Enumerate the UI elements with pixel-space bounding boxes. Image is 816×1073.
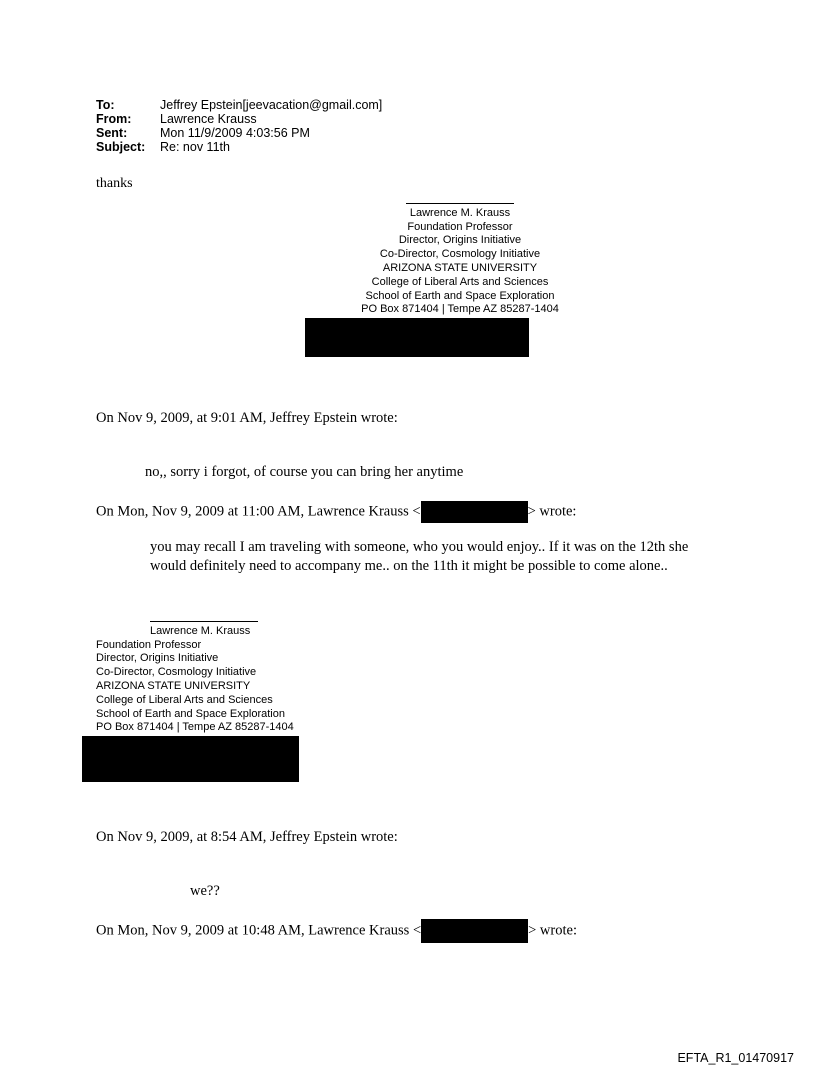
to-value: Jeffrey Epstein[jeevacation@gmail.com] (160, 98, 383, 112)
to-label: To: (96, 98, 115, 112)
signature-title-2: Director, Origins Initiative (398, 234, 522, 247)
signature-address: PO Box 871404 | Tempe AZ 85287-1404 (361, 303, 559, 316)
signature-university: ARIZONA STATE UNIVERSITY (382, 261, 538, 274)
quote-text-2: you may recall I am traveling with someone, who you would enjoy.. If it was on the 12th she would definitely need to accompany me.. on the 11th it might be possible to come alone.. (150, 539, 689, 574)
to-row (96, 98, 382, 112)
quote-header-4-pre: On Mon, Nov 9, 2009 at 10:48 AM, Lawrence Krauss < (96, 922, 422, 939)
from-value: Lawrence Krauss (160, 112, 257, 126)
from-label: From: (96, 112, 132, 126)
document-id: EFTA_R1_01470917 (677, 1051, 794, 1065)
signature-title-1: Foundation Professor (407, 220, 513, 233)
signature-name: Lawrence M. Krauss (409, 206, 511, 219)
signature-school: School of Earth and Space Exploration (96, 707, 285, 720)
subject-value: Re: nov 11th (160, 140, 230, 154)
signature-title-2: Director, Origins Initiative (96, 652, 219, 665)
signature-college: College of Liberal Arts and Sciences (96, 693, 273, 706)
quote-header-2-post: > wrote: (527, 503, 577, 520)
quote-header-3: On Nov 9, 2009, at 8:54 AM, Jeffrey Epstein wrote: (96, 829, 398, 845)
redaction-box (82, 736, 299, 782)
email-header (96, 98, 382, 154)
quote-header-4 (96, 919, 577, 943)
subject-row (96, 140, 382, 154)
signature-left (96, 613, 294, 735)
sent-label: Sent: (96, 126, 128, 140)
signature-college: College of Liberal Arts and Sciences (371, 275, 549, 288)
signature-name: Lawrence M. Krauss (150, 624, 251, 637)
redaction-box (305, 318, 529, 357)
signature-centered (250, 195, 670, 317)
quote-header-4-post: > wrote: (528, 922, 577, 939)
reply-body: thanks (96, 176, 133, 191)
quote-text-1: no,, sorry i forgot, of course you can bring her anytime (145, 464, 464, 480)
signature-title-3: Co-Director, Cosmology Initiative (379, 248, 541, 261)
signature-school: School of Earth and Space Exploration (365, 289, 555, 302)
signature-university: ARIZONA STATE UNIVERSITY (96, 679, 251, 692)
signature-title-3: Co-Director, Cosmology Initiative (96, 666, 257, 679)
redaction-box (421, 919, 528, 943)
quote-header-1: On Nov 9, 2009, at 9:01 AM, Jeffrey Epstein wrote: (96, 410, 398, 426)
subject-label: Subject: (96, 140, 146, 154)
signature-address: PO Box 871404 | Tempe AZ 85287-1404 (96, 721, 294, 734)
from-row (96, 112, 382, 126)
quote-text-3: we?? (190, 883, 220, 899)
quote-header-2-pre: On Mon, Nov 9, 2009 at 11:00 AM, Lawrence Krauss < (96, 503, 421, 520)
redaction-box (421, 501, 528, 523)
signature-title-1: Foundation Professor (96, 638, 202, 651)
sent-value: Mon 11/9/2009 4:03:56 PM (160, 126, 310, 140)
quote-header-2 (96, 501, 576, 523)
sent-row (96, 126, 382, 140)
